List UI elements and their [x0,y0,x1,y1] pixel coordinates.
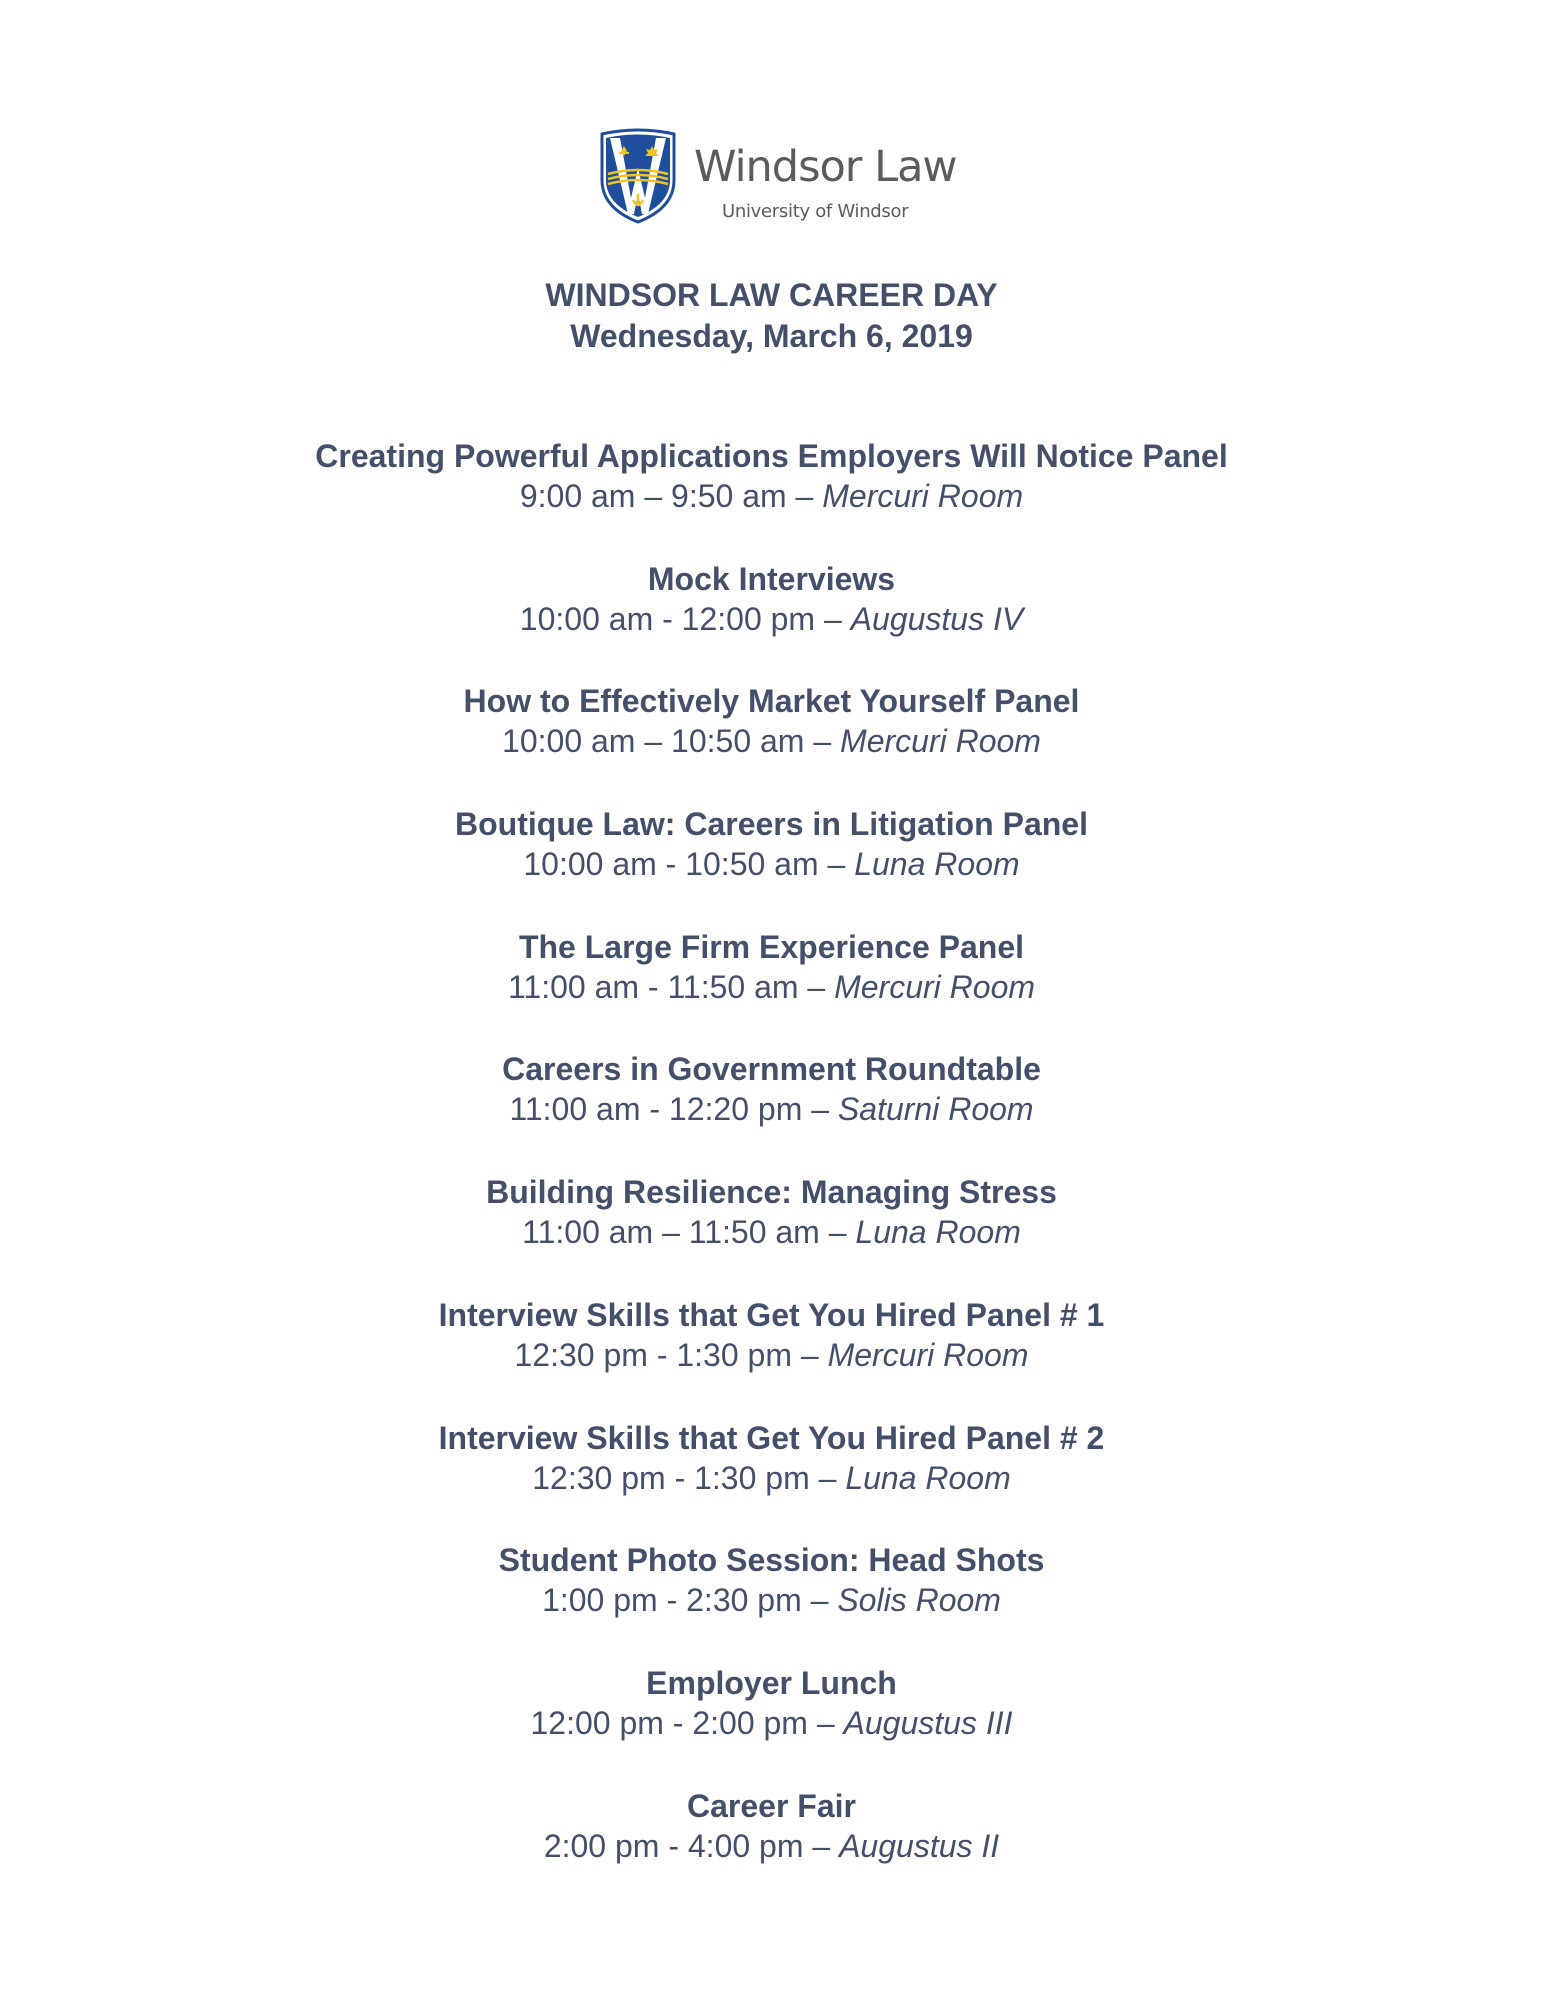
event-time [0,723,1543,759]
event-name: Interview Skills that Get You Hired Panel # 2 [438,1419,1105,1456]
event-time-range: 9:00 am – 9:50 am – [519,478,823,514]
schedule-item [0,1051,1543,1174]
logo-subtitle: University of Windsor [722,201,909,222]
schedule-item [0,1665,1543,1788]
event-schedule [0,438,1543,1910]
event-time [0,601,1543,637]
event-room: Solis Room [837,1582,1001,1619]
event-time [0,969,1543,1005]
event-room: Mercuri Room [834,968,1036,1005]
event-time-range: 10:00 am – 10:50 am – [502,723,841,760]
event-name: Student Photo Session: Head Shots [498,1542,1045,1579]
event-time [0,1582,1543,1618]
schedule-item [0,1297,1543,1420]
event-name: Building Resilience: Managing Stress [486,1174,1057,1211]
event-room: Saturni Room [837,1091,1034,1128]
event-name: Interview Skills that Get You Hired Panel # 1 [438,1296,1105,1333]
schedule-item [0,683,1543,806]
event-time-range: 12:30 pm - 1:30 pm – [532,1459,846,1496]
schedule-item [0,806,1543,929]
event-time-range: 10:00 am - 10:50 am – [523,846,855,883]
event-room: Luna Room [854,846,1020,883]
event-time [0,1828,1543,1864]
event-room: Luna Room [845,1459,1011,1496]
event-name: Mock Interviews [647,560,896,597]
event-time [0,846,1543,882]
university-shield-icon [598,128,678,224]
event-time-range: 11:00 am - 11:50 am – [507,968,835,1005]
event-date: Wednesday, March 6, 2019 [570,318,973,354]
event-time-range: 11:00 am – 11:50 am – [522,1214,856,1251]
event-time-range: 12:30 pm - 1:30 pm – [514,1336,828,1373]
event-time [0,1337,1543,1373]
event-name: How to Effectively Market Yourself Panel [463,683,1080,720]
event-time-range: 1:00 pm - 2:30 pm – [542,1582,838,1619]
event-time-range: 12:00 pm - 2:00 pm – [530,1704,844,1741]
event-name: Creating Powerful Applications Employers Will Notice Panel [315,438,1228,474]
schedule-item [0,438,1543,561]
windsor-law-logo [598,128,957,228]
event-time-range: 2:00 pm - 4:00 pm – [543,1827,840,1864]
event-name: Career Fair [687,1787,856,1824]
schedule-item [0,1542,1543,1665]
event-time [0,1705,1543,1741]
page-title: WINDSOR LAW CAREER DAY [545,277,998,313]
event-name: Boutique Law: Careers in Litigation Panel [455,806,1088,843]
logo-wordmark: Windsor Law [694,142,957,192]
event-time [0,1091,1543,1127]
event-time-range: 10:00 am - 12:00 pm – [519,600,851,637]
event-name: The Large Firm Experience Panel [518,928,1025,965]
event-time [0,478,1543,514]
event-time-range: 11:00 am - 12:20 pm – [509,1091,838,1128]
event-room: Mercuri Room [827,1336,1029,1373]
event-room: Mercuri Room [822,478,1024,514]
event-time [0,1460,1543,1496]
schedule-item [0,1788,1543,1911]
schedule-item [0,1420,1543,1543]
event-name: Employer Lunch [646,1664,897,1701]
event-room: Mercuri Room [840,723,1041,760]
event-room: Augustus III [843,1704,1013,1741]
schedule-item [0,1174,1543,1297]
event-name: Careers in Government Roundtable [502,1051,1041,1088]
event-room: Luna Room [855,1214,1021,1251]
schedule-item [0,561,1543,684]
event-room: Augustus IV [850,600,1024,637]
schedule-item [0,929,1543,1052]
event-time [0,1214,1543,1250]
event-room: Augustus II [839,1827,1000,1864]
